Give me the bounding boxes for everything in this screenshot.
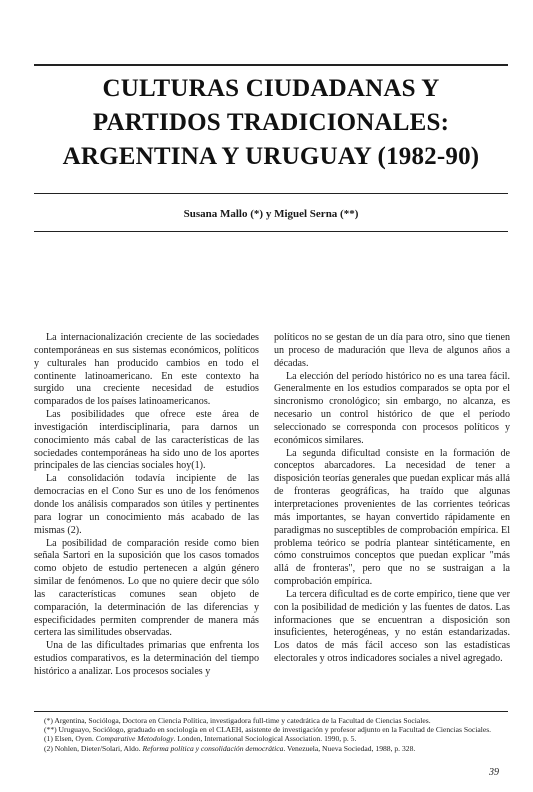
title-line-1: CULTURAS CIUDADANAS Y [102,75,440,102]
page-number: 39 [489,767,499,778]
footnote [34,744,512,753]
title-line-2: PARTIDOS TRADICIONALES: [92,109,450,136]
left-column [34,332,259,679]
footnotes [34,716,512,753]
title-bottom-rule [34,193,508,194]
footnote-text: . Venezuela, Nueva Sociedad, 1988, p. 328. [283,743,416,753]
footnote-text: . Londen, International Sociological Association. 1990, p. 5. [173,734,357,744]
top-rule [34,64,508,66]
paragraph: La tercera dificultad es de corte empírico, tiene que ver con la posibilidad de medición y las fuentes de datos. Las informaciones que se encuentran a disposición son insuficientes, heterogéneas, y no están estandarizadas. Los datos de más fácil acceso son las estadísticas electorales y otros indicadores sociales a nivel agregado. [274,588,510,665]
paragraph: La posibilidad de comparación reside como bien señala Sartori en la suposición que los casos tomados como objeto de estudio pertenecen a algún género similar de fenómenos. Lo que no quiere decir que sólo las características comunes sean objeto de comparación, la determinación de las diferencias y especificidades permiten comprender de manera más certera las similitudes observadas. [34,537,259,639]
footnote: (**) Uruguayo, Sociólogo, graduado en sociología en el CLAEH, asistente de investigación y profesor adjunto en la Facultad de Ciencias Sociales. [44,725,492,735]
paragraph: La segunda dificultad consiste en la formación de conceptos abarcadores. La necesidad de tener a disposición teorías generales que puedan explicar más allá de fronteras geográficas, ha traído que algunas interpretaciones provenientes de las corrientes teóricas más importantes, se hayan convertido rápidamente en paradigmas no susceptibles de comprobación empírica. El problema teórico se podría plantear sintéticamente, en cómo construimos conceptos que puedan explicar "más allá de fronteras", pero que no se sustraigan a la comprobación empírica. [274,447,510,588]
footnote: (*) Argentina, Socióloga, Doctora en Ciencia Política, investigadora full-time y catedrática de la Facultad de Ciencias Sociales. [44,716,431,725]
footnote-rule [34,711,508,712]
footnote-text: (2) Nohlen, Dieter/Solari, Aldo. [44,743,141,753]
paragraph: Una de las dificultades primarias que enfrenta los estudios comparativos, es la determinación del tiempo histórico a analizar. Los procesos sociales y [34,640,259,677]
paragraph: La elección del período histórico no es una tarea fácil. Generalmente en los estudios comparados se opta por el sincronismo cronológico; sin embargo, no alcanza, es necesario un control histórico de que el período seleccionado se corresponda con procesos políticos y económicos similares. [274,370,510,446]
right-column [274,332,510,666]
title-line-3: ARGENTINA Y URUGUAY (1982-90) [62,143,480,170]
paragraph: políticos no se gestan de un día para otro, sino que tienen un proceso de maduración que lleva de algunos años a décadas. [274,332,510,369]
footnote [34,734,512,743]
footnote-title: Reforma política y consolidación democrática [142,743,284,753]
footnote-text: (1) Elsen, Oyen. [44,734,94,744]
paragraph: La internacionalización creciente de las sociedades contemporáneas en sus sistemas económicos, políticos y culturales han producido cambios en todo el continente latinoamericano. En este contexto ha surgido una creciente necesidad de estudios comparados de los países latinoamericanos. [34,332,259,408]
authors-line: Susana Mallo (*) y Miguel Serna (**) [183,208,359,220]
footnote-title: Comparative Metodology [95,734,174,744]
article-title [28,72,514,174]
authors-bottom-rule [34,231,508,232]
paragraph: La consolidación todavía incipiente de las democracias en el Cono Sur es uno de los fenómenos donde los análisis comparados son útiles y pertinentes para lograr un conocimiento más acabado de las mismas (2). [34,473,259,536]
paragraph: Las posibilidades que ofrece este área de investigación interdisciplinaria, para darnos un conocimiento más cabal de las características de las sociedades contemporáneas ha sido uno de los aportes principales de las ciencias sociales hoy(1). [34,409,259,472]
